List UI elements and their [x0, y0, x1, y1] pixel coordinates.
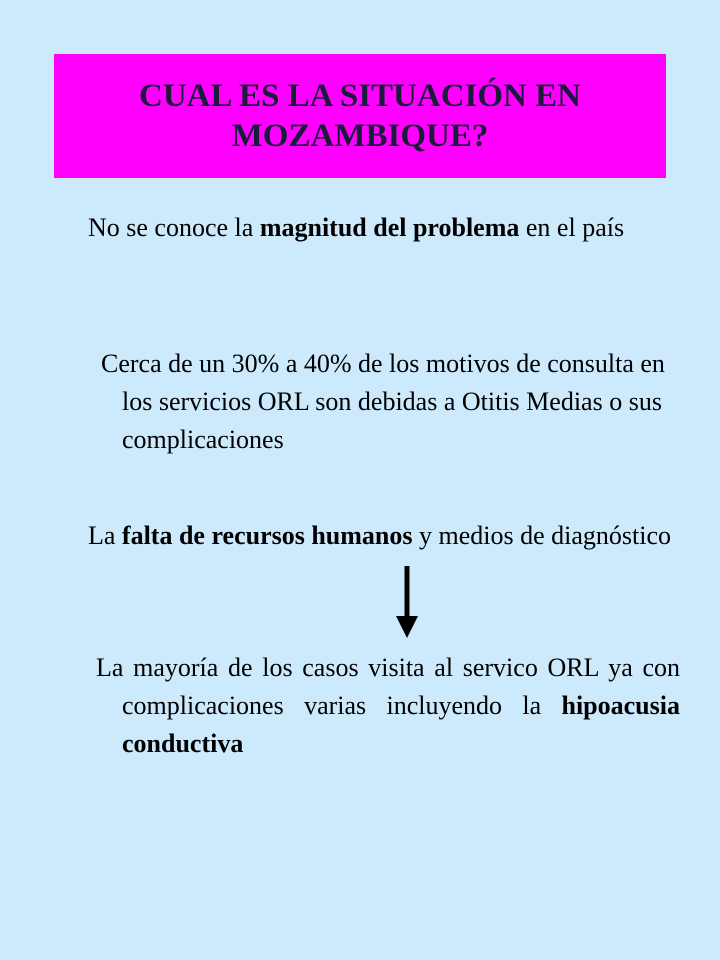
p1-text-pre: No se conoce la: [88, 213, 260, 242]
title-line-1: CUAL ES LA SITUACIÓN EN: [139, 78, 581, 114]
paragraph-consultations: [88, 345, 680, 459]
title-line-2: MOZAMBIQUE?: [231, 118, 489, 154]
paragraph-magnitude: [88, 209, 680, 247]
p2-text: Cerca de un 30% a 40% de los motivos de consulta en los servicios ORL son debidas a Otitis Medias o sus complicaciones: [101, 349, 665, 454]
p1-bold-text: magnitud del problema: [259, 213, 520, 242]
title-box: [54, 54, 666, 178]
down-arrow-icon: [396, 566, 418, 638]
paragraph-resources: [88, 517, 680, 555]
p4-bold-text: hipoacusia conductiva: [122, 691, 680, 758]
slide-title: [139, 76, 581, 156]
p4-text-pre: La mayoría de los casos visita al servico ORL ya con complicaciones varias incluyendo la: [96, 653, 680, 720]
p3-text-post: y medios de diagnóstico: [412, 521, 672, 550]
p3-bold-text: falta de recursos humanos: [121, 521, 413, 550]
paragraph-cases: [96, 649, 680, 763]
p3-text-pre: La: [88, 521, 122, 550]
p1-text-post: en el país: [519, 213, 625, 242]
